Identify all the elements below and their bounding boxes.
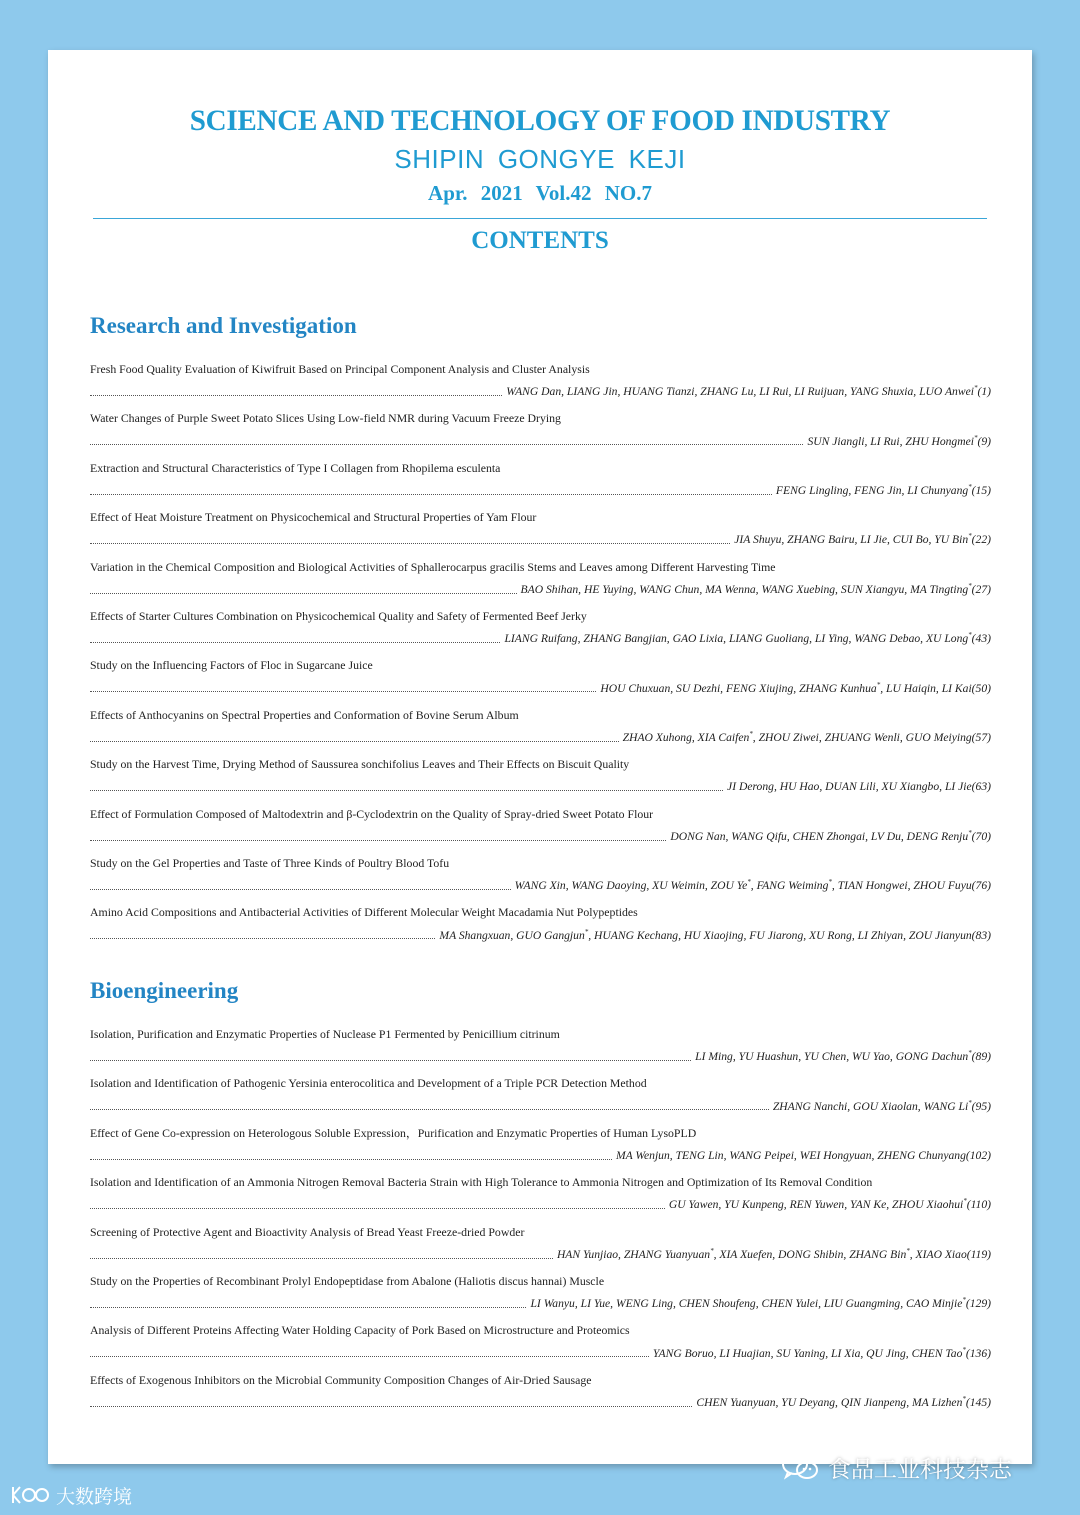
article-authors: MA Shangxuan, GUO Gangjun*, HUANG Kechang, HU Xiaojing, FU Jiarong, XU Rong, LI Zhiyan, ZOU Jianyun(83) [439,927,991,942]
dot-leader [90,1258,553,1259]
article-title[interactable]: Variation in the Chemical Composition and Biological Activities of Sphallerocarpus gracilis Stems and Leaves among Different Harvesting Time [90,559,776,574]
article-authors: WANG Xin, WANG Daoying, XU Weimin, ZOU Ye*, FANG Weiming*, TIAN Hongwei, ZHOU Fuyu(76) [514,878,991,892]
dot-leader [90,889,511,890]
dot-leader [90,395,502,396]
article-authors: LI Wanyu, LI Yue, WENG Ling, CHEN Shoufeng, CHEN Yulei, LIU Guangming, CAO Minjie*(129) [530,1296,991,1310]
article-title[interactable]: Study on the Harvest Time, Drying Method of Saussurea sonchifolius Leaves and Their Effects on Biscuit Quality [90,757,630,772]
article-authors-row [90,1296,991,1312]
watermark-right [780,1450,1012,1484]
section-title: Research and Investigation [90,313,357,338]
article-title[interactable]: Fresh Food Quality Evaluation of Kiwifruit Based on Principal Component Analysis and Cluster Analysis [90,362,590,376]
article-authors-row [90,1148,991,1164]
dot-leader [90,543,730,544]
article-authors-row [90,582,991,598]
article-title[interactable]: Isolation and Identification of Pathogenic Yersinia enterocolitica and Development of a Triple PCR Detection Method [90,1076,647,1091]
dot-leader [90,938,435,939]
article-title[interactable]: Study on the Influencing Factors of Floc in Sugarcane Juice [90,658,373,673]
article-authors-row [90,730,991,746]
dot-leader [90,593,517,594]
watermark-left-text: 大数跨境 [56,1485,133,1508]
article-authors-row [90,631,991,647]
article-title[interactable]: Effects of Anthocyanins on Spectral Properties and Conformation of Bovine Serum Album [90,707,519,722]
article-authors-row [90,878,991,894]
dot-leader [90,1307,526,1308]
article-title[interactable]: Analysis of Different Proteins Affecting Water Holding Capacity of Pork Based on Microstructure and Proteomics [90,1323,630,1338]
article-authors: MA Wenjun, TENG Lin, WANG Peipei, WEI Hongyuan, ZHENG Chunyang(102) [616,1148,991,1162]
watermark-left [10,1480,132,1510]
article-title[interactable]: Isolation and Identification of an Ammonia Nitrogen Removal Bacteria Strain with High Tolerance to Ammonia Nitrogen and Optimization of Its Removal Condition [90,1175,873,1190]
dot-leader [90,1208,665,1209]
watermark-right-text: 食品工业科技杂志 [828,1456,1012,1483]
article-authors-row [90,1197,991,1213]
article-title[interactable]: Study on the Gel Properties and Taste of Three Kinds of Poultry Blood Tofu [90,856,450,870]
contents-heading: CONTENTS [471,227,609,254]
dot-leader [90,691,596,692]
article-authors: WANG Dan, LIANG Jin, HUANG Tianzi, ZHANG Lu, LI Rui, LI Ruijuan, YANG Shuxia, LUO Anwei*(1) [506,384,991,398]
article-authors: ZHANG Nanchi, GOU Xiaolan, WANG Li*(95) [772,1098,991,1113]
wechat-icon [780,1451,820,1483]
article-authors: GU Yawen, YU Kunpeng, REN Yuwen, YAN Ke, ZHOU Xiaohui*(110) [668,1197,991,1212]
dot-leader [90,1159,612,1160]
article-title[interactable]: Effects of Exogenous Inhibitors on the Microbial Community Composition Changes of Air-Dried Sausage [90,1372,592,1387]
article-authors: ZHAO Xuhong, XIA Caifen*, ZHOU Ziwei, ZHUANG Wenli, GUO Meiying(57) [622,729,991,744]
article-authors-row [90,532,991,548]
article-title[interactable]: Screening of Protective Agent and Bioactivity Analysis of Bread Yeast Freeze-dried Powder [90,1224,525,1239]
section-title: Bioengineering [90,978,239,1003]
dot-leader [90,444,803,445]
article-title[interactable]: Water Changes of Purple Sweet Potato Slices Using Low-field NMR during Vacuum Freeze Drying [90,411,561,426]
article-title[interactable]: Study on the Properties of Recombinant Prolyl Endopeptidase from Abalone (Haliotis discus hannai) Muscle [90,1274,605,1288]
article-authors-row [90,829,991,845]
dot-leader [90,1356,649,1357]
dot-leader [90,790,723,791]
article-title[interactable]: Isolation, Purification and Enzymatic Properties of Nuclease P1 Fermented by Penicillium citrinum [90,1027,560,1041]
article-title[interactable]: Extraction and Structural Characteristics of Type I Collagen from Rhopilema esculenta [90,460,501,475]
article-authors-row [90,1345,991,1361]
dot-leader [90,741,619,742]
kuajing-logo-icon [10,1483,50,1507]
journal-title: SCIENCE AND TECHNOLOGY OF FOOD INDUSTRY [189,104,891,137]
article-authors-row [90,1395,991,1411]
article-authors: YANG Boruo, LI Huajian, SU Yaning, LI Xia, QU Jing, CHEN Tao*(136) [652,1345,991,1360]
article-authors: CHEN Yuanyuan, YU Deyang, QIN Jianpeng, MA Lizhen*(145) [696,1394,991,1409]
article-authors-row [90,483,991,499]
article-title[interactable]: Effects of Starter Cultures Combination on Physicochemical Quality and Safety of Fermented Beef Jerky [90,609,587,623]
article-authors-row [90,1247,991,1263]
article-title[interactable]: Effect of Heat Moisture Treatment on Physicochemical and Structural Properties of Yam Flour [90,510,537,525]
article-title[interactable]: Effect of Formulation Composed of Maltodextrin and β-Cyclodextrin on the Quality of Spray-dried Sweet Potato Flour [90,806,654,821]
article-authors: BAO Shihan, HE Yuying, WANG Chun, MA Wenna, WANG Xuebing, SUN Xiangyu, MA Tingting*(27) [520,581,991,596]
article-authors: LI Ming, YU Huashun, YU Chen, WU Yao, GONG Dachun*(89) [695,1049,991,1063]
article-authors: JIA Shuyu, ZHANG Bairu, LI Jie, CUI Bo, YU Bin*(22) [734,532,991,547]
header-divider [93,218,987,219]
dot-leader [90,840,666,841]
article-authors-row [90,433,991,449]
article-authors-row [90,680,991,696]
article-authors: SUN Jiangli, LI Rui, ZHU Hongmei*(9) [807,433,991,448]
article-authors: LIANG Ruifang, ZHANG Bangjian, GAO Lixia, LIANG Guoliang, LI Ying, WANG Debao, XU Long*(43) [504,631,991,645]
journal-subtitle: SHIPIN GONGYE KEJI [394,144,686,174]
dot-leader [90,1060,691,1061]
dot-leader [90,494,772,495]
dot-leader [90,1109,769,1110]
article-authors: JI Derong, HU Hao, DUAN Lili, XU Xiangbo, LI Jie(63) [727,780,991,794]
article-authors-row [90,779,991,795]
dot-leader [90,1406,692,1407]
dot-leader [90,642,500,643]
article-title[interactable]: Effect of Gene Co-expression on Heterologous Soluble Expression，Purification and Enzymatic Properties of Human LysoPLD [90,1125,697,1140]
article-authors: DONG Nan, WANG Qifu, CHEN Zhongai, LV Du, DENG Renju*(70) [670,828,991,843]
article-authors: HOU Chuxuan, SU Dezhi, FENG Xiujing, ZHANG Kunhua*, LU Haiqin, LI Kai(50) [600,680,991,695]
article-authors-row [90,927,991,943]
article-authors-row [90,1049,991,1065]
issue-info: Apr. 2021 Vol.42 NO.7 [428,181,652,205]
article-authors-row [90,384,991,400]
article-authors: HAN Yunjiao, ZHANG Yuanyuan*, XIA Xuefen, DONG Shibin, ZHANG Bin*, XIAO Xiao(119) [556,1246,991,1261]
article-authors: FENG Lingling, FENG Jin, LI Chunyang*(15) [775,482,991,497]
article-title[interactable]: Amino Acid Compositions and Antibacterial Activities of Different Molecular Weight Macadamia Nut Polypeptides [90,905,638,920]
article-authors-row [90,1098,991,1114]
